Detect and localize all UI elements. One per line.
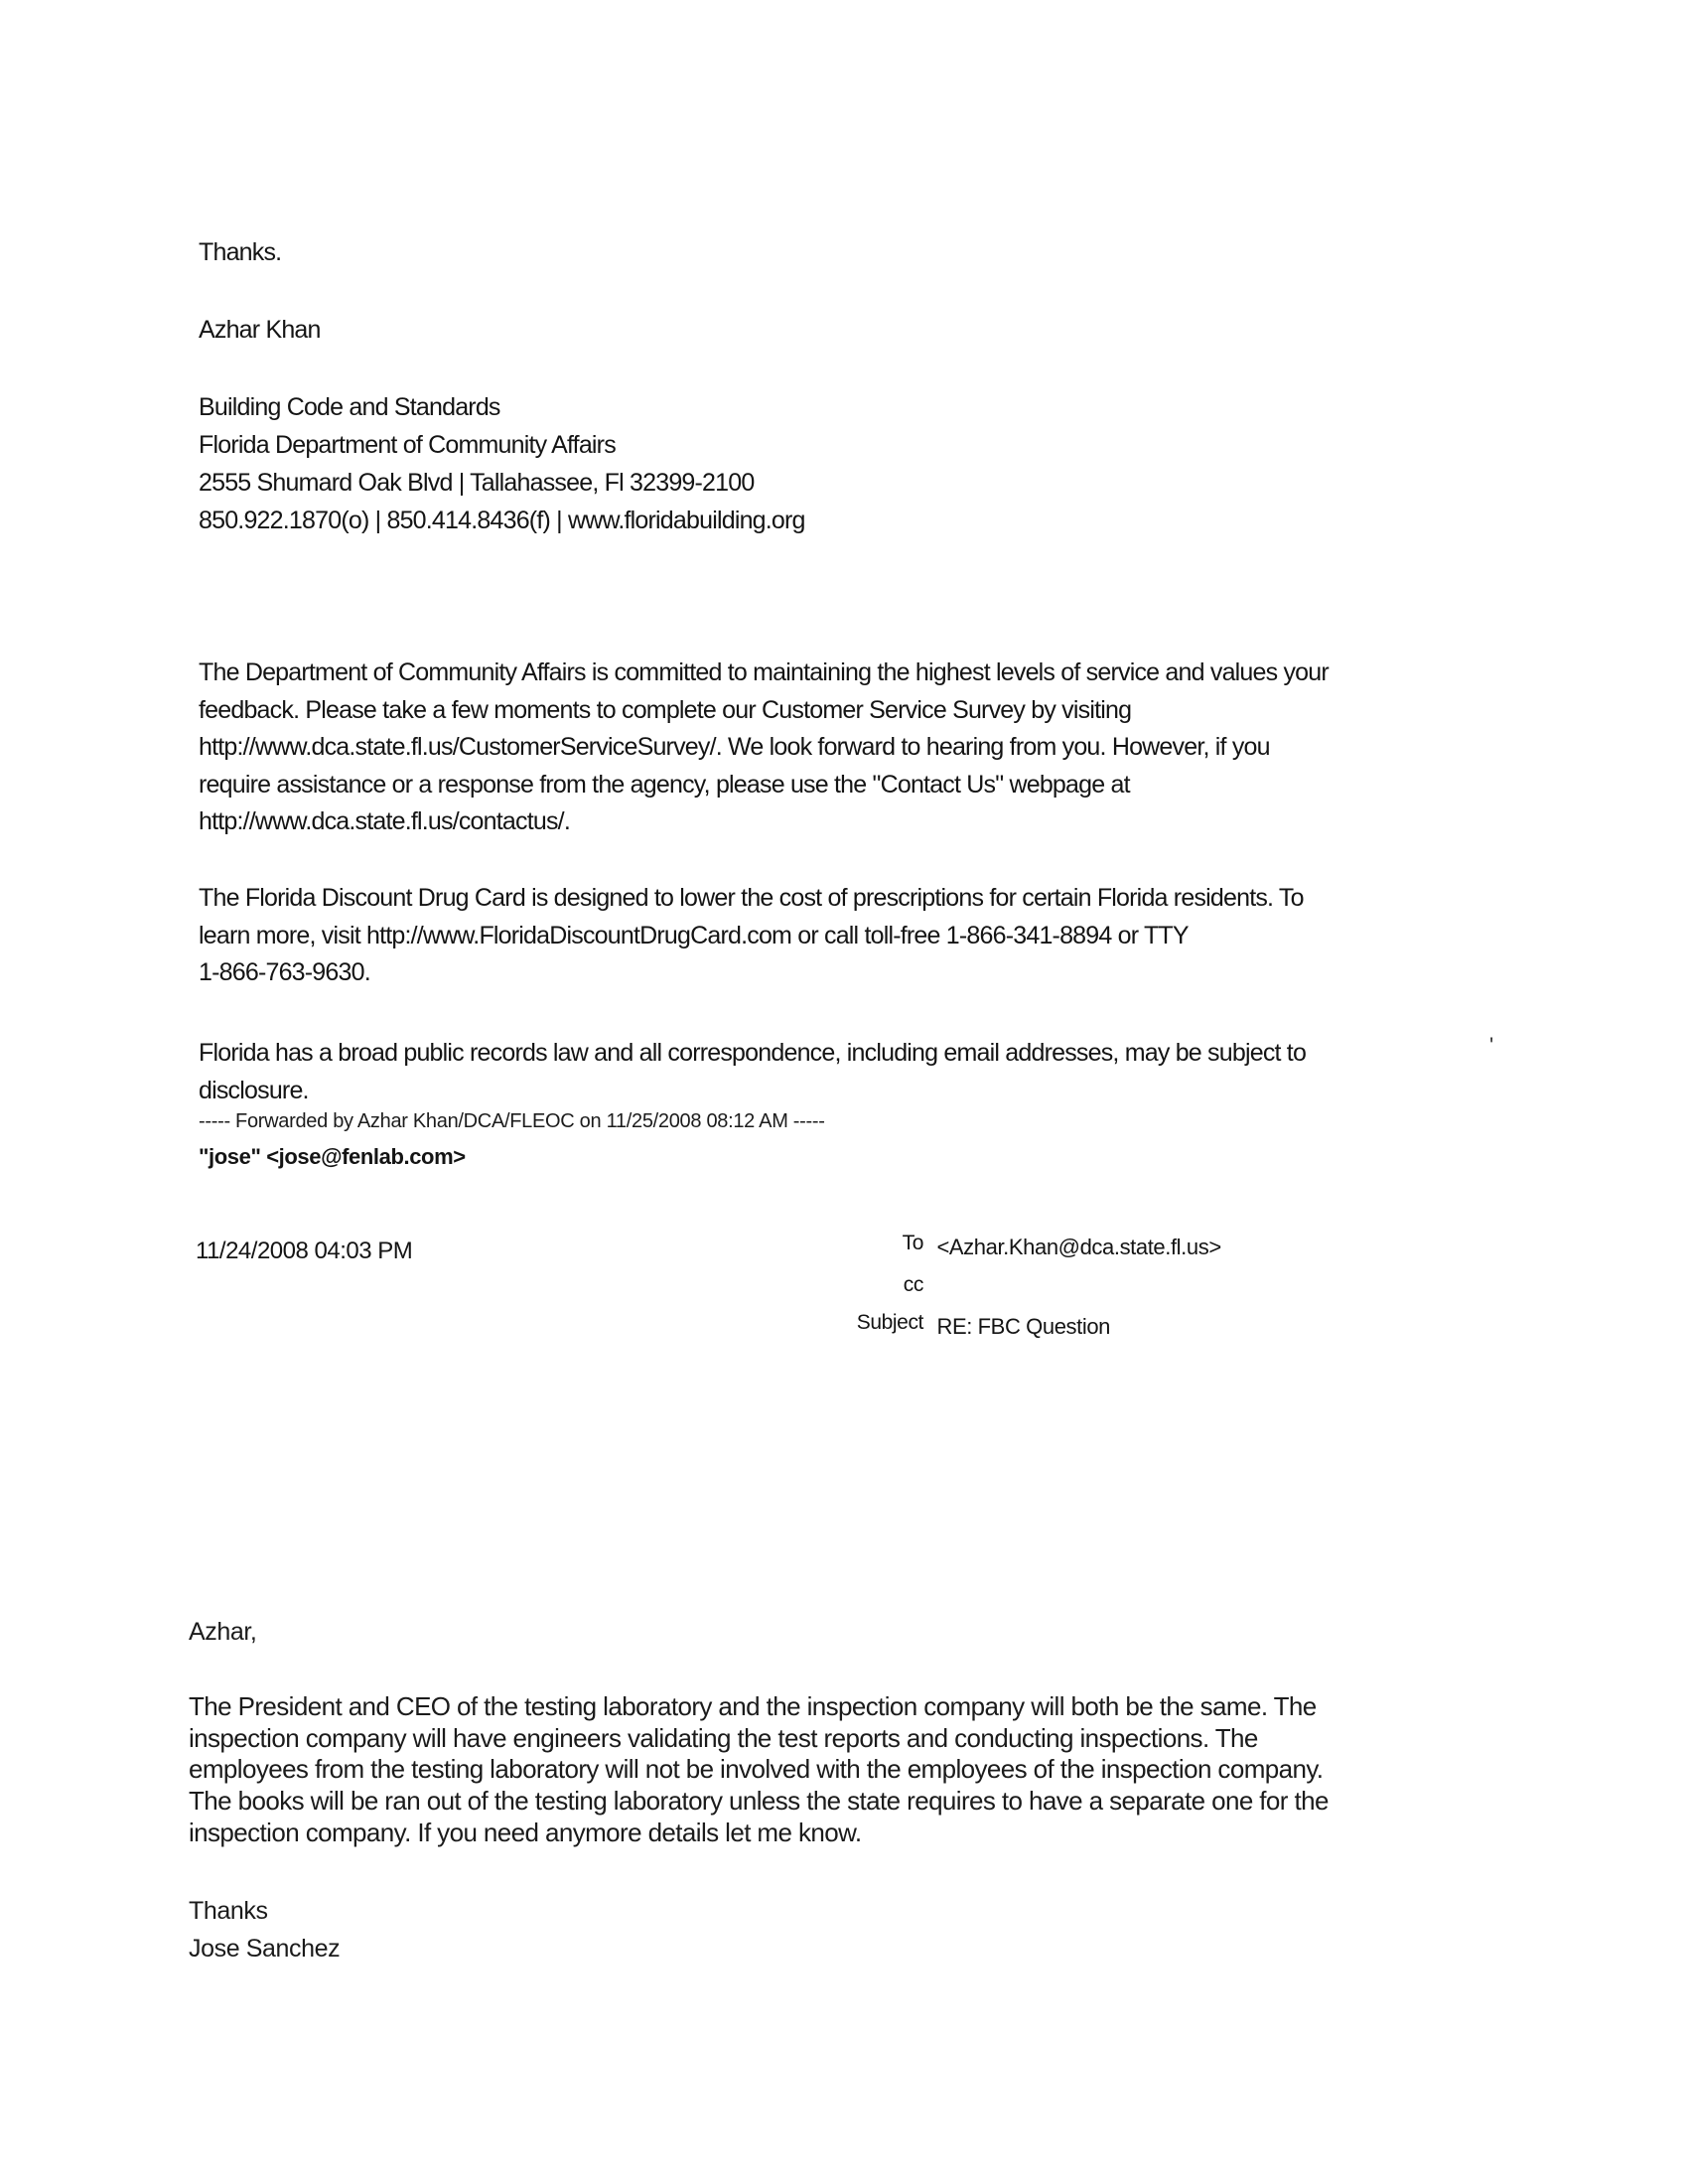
public-records-line: Florida has a broad public records law and all correspondence, including email addresses, may be subject to [199,1039,1307,1067]
drug-card-line: 1-866-763-9630. [199,958,370,986]
reply-body-line: inspection company. If you need anymore details let me know. [189,1817,862,1847]
to-row [832,1232,1221,1260]
drug-card-paragraph [199,880,1304,992]
signature-phone-web: 850.922.1870(o) | 850.414.8436(f) | www.floridabuilding.org [199,507,805,534]
sent-datetime: 11/24/2008 04:03 PM [196,1238,413,1264]
signature-block [199,388,805,539]
survey-line: require assistance or a response from the agency, please use the "Contact Us" webpage at [199,770,1130,799]
reply-body-line: inspection company will have engineers validating the test reports and conducting inspections. The [189,1722,1258,1753]
drug-card-line: The Florida Discount Drug Card is designed to lower the cost of prescriptions for certain Florida residents. To [199,884,1304,912]
from-address: "jose" <jose@fenlab.com> [199,1144,466,1169]
subject-label: Subject [856,1311,923,1334]
signature-agency: Florida Department of Community Affairs [199,431,616,459]
signature-address: 2555 Shumard Oak Blvd | Tallahassee, Fl 32399-2100 [199,469,755,497]
cc-row [832,1273,936,1297]
scan-artifact-mark: ' [1489,1033,1494,1058]
reply-body [189,1691,1329,1849]
reply-salutation: Azhar, [189,1618,257,1646]
to-label: To [902,1232,923,1254]
survey-disclaimer-paragraph [199,655,1329,841]
subject-row [832,1311,1110,1340]
sender-name: Azhar Khan [199,316,321,344]
reply-signer: Jose Sanchez [189,1935,341,1963]
survey-line: http://www.dca.state.fl.us/contactus/. [199,807,570,835]
survey-line: http://www.dca.state.fl.us/CustomerServiceSurvey/. We look forward to hearing from you. However, if you [199,733,1270,761]
reply-body-line: The books will be ran out of the testing laboratory unless the state requires to have a separate one for the [189,1786,1329,1817]
reply-body-line: The President and CEO of the testing laboratory and the inspection company will both be the same. The [189,1691,1317,1721]
reply-body-line: employees from the testing laboratory will not be involved with the employees of the inspection company. [189,1754,1324,1785]
drug-card-line: learn more, visit http://www.FloridaDiscountDrugCard.com or call toll-free 1-866-341-8894 or TTY [199,921,1189,949]
subject-value: RE: FBC Question [936,1314,1111,1339]
forwarded-separator: ----- Forwarded by Azhar Khan/DCA/FLEOC on 11/25/2008 08:12 AM ----- [199,1110,825,1132]
reply-signature [189,1892,340,1967]
to-value: <Azhar.Khan@dca.state.fl.us> [936,1235,1221,1259]
public-records-line: disclosure. [199,1076,309,1104]
reply-closing: Thanks [189,1897,268,1925]
survey-line: feedback. Please take a few moments to complete our Customer Service Survey by visiting [199,695,1132,724]
survey-line: The Department of Community Affairs is committed to maintaining the highest levels of service and values your [199,658,1329,686]
signature-org-unit: Building Code and Standards [199,393,500,421]
top-closing: Thanks. [199,238,282,266]
public-records-paragraph [199,1035,1306,1109]
cc-label: cc [903,1273,923,1296]
